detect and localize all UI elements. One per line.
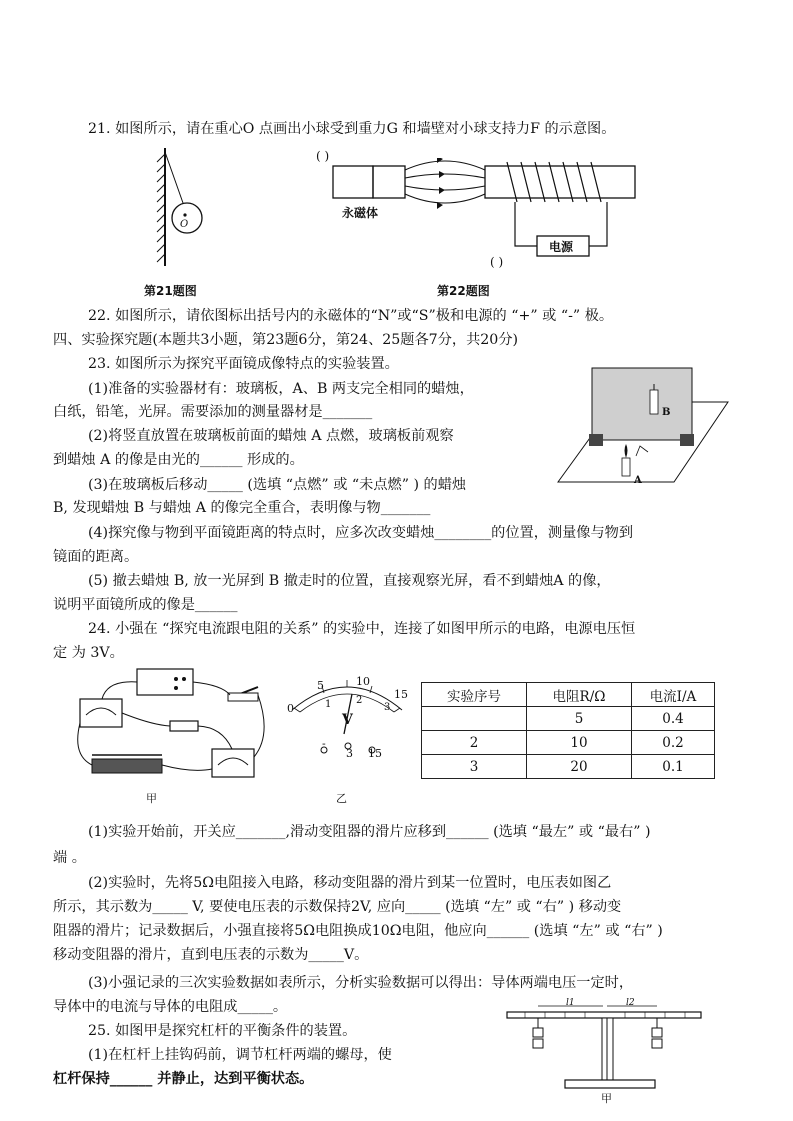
table-header: 电流I/A (632, 683, 715, 707)
q24-meter-inner-1: 1 (325, 699, 332, 710)
section4-heading: 四、实验探究题(本题共3小题，第23题6分，第24、25题各7分，共20分) (53, 332, 519, 348)
q24-meter-terminal-minus: - (322, 737, 326, 750)
q24-meter-unit: V (342, 712, 353, 728)
q24-line1: 24. 小强在 “探究电流跟电阻的关系” 的实验中，连接了如图甲所示的电路，电源电压恒 (88, 621, 636, 637)
q24-line4: 端 。 (53, 850, 86, 866)
table-cell: 10 (527, 731, 632, 755)
q24-circuit-figure (72, 665, 282, 790)
q25-fig-l2: l2 (626, 998, 635, 1008)
q23-line7: B, 发现蜡烛 B 与蜡烛 A 的像完全重合，表明像与物_______ (53, 500, 431, 516)
q23-fig-a: A (634, 475, 642, 486)
q25-fig-jia: 甲 (601, 1092, 612, 1105)
q24-line3: (1)实验开始前，开关应_______,滑动变阻器的滑片应移到______ (选填 “最左” 或 “最右” ) (88, 824, 651, 840)
q24-meter-inner-3: 3 (384, 702, 391, 713)
q23-line6: (3)在玻璃板后移动_____ (选填 “点燃” 或 “未点燃” ) 的蜡烛 (88, 477, 467, 493)
table-header: 电阻R/Ω (527, 683, 632, 707)
q21-figure (145, 148, 215, 268)
q25-lever-figure (505, 998, 705, 1098)
q24-line7: 阻器的滑片；记录数据后，小强直接将5Ω电阻换成10Ω电阻，他应向______ (选填 “左” 或 “右” ) (53, 923, 663, 939)
q24-meter-terminal-3: 3 (346, 747, 353, 760)
q25-fig-l1: l1 (566, 998, 575, 1008)
table-row (422, 707, 715, 731)
table-cell (422, 707, 527, 731)
q24-data-table (421, 682, 715, 779)
q23-line3: 白纸，铅笔，光屏。需要添加的测量器材是_______ (53, 404, 373, 420)
q23-line5: 到蜡烛 A 的像是由光的______ 形成的。 (53, 452, 304, 468)
table-row (422, 755, 715, 779)
table-header: 实验序号 (422, 683, 527, 707)
q23-line10: (5) 撤去蜡烛 B, 放一光屏到 B 撤走时的位置，直接观察光屏，看不到蜡烛A 的像， (88, 573, 611, 589)
q24-line9: (3)小强记录的三次实验数据如表所示，分析实验数据可以得出：导体两端电压一定时， (88, 975, 634, 991)
q24-line5: (2)实验时，先将5Ω电阻接入电路，移动变阻器的滑片到某一位置时，电压表如图乙 (88, 875, 612, 891)
q24-line8: 移动变阻器的滑片，直到电压表的示数为_____V。 (53, 947, 369, 963)
q24-line2: 定 为 3V。 (53, 645, 124, 661)
q24-line10: 导体中的电流与导体的电阻成_____。 (53, 999, 288, 1015)
table-cell: 3 (422, 755, 527, 779)
q22-bracket-top: ( ) (316, 149, 330, 163)
q24-meter-terminal-15: 15 (368, 747, 382, 760)
q23-figure (556, 360, 731, 490)
q24-fig-jia: 甲 (146, 792, 157, 805)
table-cell: 0.1 (632, 755, 715, 779)
table-row (422, 731, 715, 755)
q23-line11: 说明平面镜所成的像是______ (53, 597, 238, 613)
q24-meter-tick-15: 15 (394, 688, 408, 701)
q24-meter-tick-0: 0 (287, 702, 294, 715)
q24-meter-tick-10: 10 (356, 675, 370, 688)
table-cell: 5 (527, 707, 632, 731)
q24-fig-yi: 乙 (336, 792, 347, 805)
q23-line4: (2)将竖直放置在玻璃板前面的蜡烛 A 点燃，玻璃板前观察 (88, 428, 454, 444)
q24-line6: 所示，其示数为_____ V, 要使电压表的示数保持2V, 应向_____ (选填 “左” 或 “右” ) 移动变 (53, 899, 622, 915)
q23-line9: 镜面的距离。 (53, 549, 139, 565)
table-cell: 2 (422, 731, 527, 755)
q22-power-label: 电源 (549, 240, 574, 254)
table-cell: 0.4 (632, 707, 715, 731)
q23-line2: (1)准备的实验器材有：玻璃板，A、B 两支完全相同的蜡烛， (88, 381, 474, 397)
q24-meter-inner-2: 2 (356, 695, 363, 706)
table-cell: 0.2 (632, 731, 715, 755)
q25-line1: 25. 如图甲是探究杠杆的平衡条件的装置。 (88, 1023, 357, 1039)
q21-text: 21. 如图所示，请在重心O 点画出小球受到重力G 和墙壁对小球支持力F 的示意图。 (88, 121, 616, 137)
table-header-row (422, 683, 715, 707)
q21-caption: 第21题图 (144, 284, 197, 298)
q24-meter-tick-5: 5 (317, 679, 324, 692)
q23-fig-b: B (662, 407, 671, 418)
q25-line2: (1)在杠杆上挂钩码前，调节杠杆两端的螺母，使 (88, 1047, 392, 1063)
table-cell: 20 (527, 755, 632, 779)
q22-text: 22. 如图所示，请依图标出括号内的永磁体的“N”或“S”极和电源的 “+” 或 “-” 极。 (88, 308, 614, 324)
q21-o-label: O (180, 219, 189, 230)
q23-line8: (4)探究像与物到平面镜距离的特点时，应多次改变蜡烛________的位置，测量像与物到 (88, 525, 634, 541)
q22-magnet-label: 永磁体 (342, 206, 379, 220)
q22-caption: 第22题图 (437, 284, 490, 298)
q25-line3: 杠杆保持______ 并静止，达到平衡状态。 (53, 1071, 314, 1087)
q23-line1: 23. 如图所示为探究平面镜成像特点的实验装置。 (88, 356, 399, 372)
q22-bracket-bottom: ( ) (490, 255, 504, 269)
